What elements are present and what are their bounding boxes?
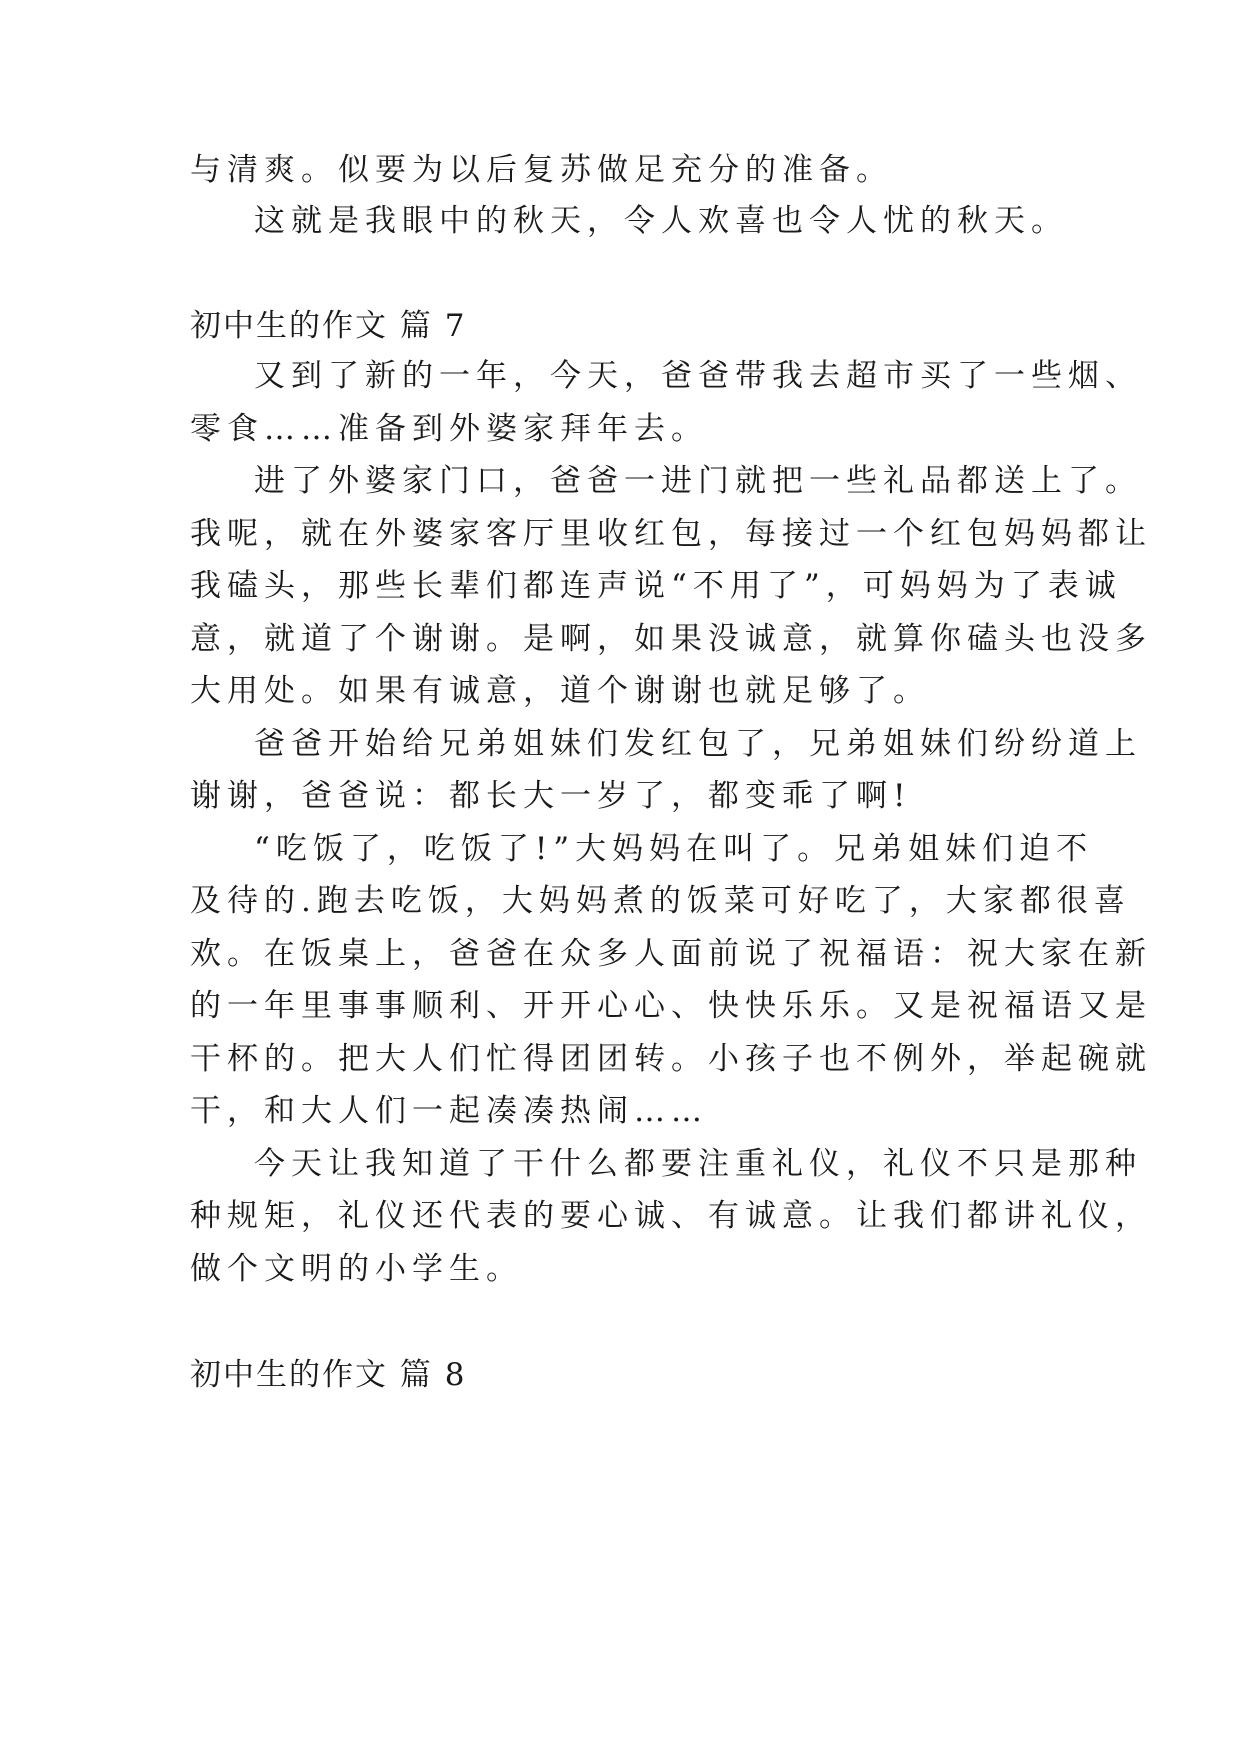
paragraph-line: 我呢，就在外婆家客厅里收红包，每接过一个红包妈妈都让	[190, 516, 1152, 552]
paragraph-line: 我磕头，那些长辈们都连声说“不用了”，可妈妈为了表诚	[190, 568, 1122, 604]
paragraph-line: 的一年里事事顺利、开开心心、快快乐乐。又是祝福语又是	[190, 988, 1152, 1024]
paragraph-line: “吃饭了，吃饭了!”大妈妈在叫了。兄弟姐妹们迫不	[254, 831, 1094, 867]
paragraph-line: 大用处。如果有诚意，道个谢谢也就足够了。	[190, 673, 930, 709]
paragraph-line: 与清爽。似要为以后复苏做足充分的准备。	[190, 152, 893, 188]
section-heading: 初中生的作文 篇 8	[190, 1357, 467, 1393]
paragraph-line: 谢谢，爸爸说：都长大一岁了，都变乖了啊!	[190, 778, 912, 814]
paragraph-line: 今天让我知道了干什么都要注重礼仪，礼仪不只是那种	[254, 1146, 1142, 1182]
paragraph-line: 干，和大人们一起凑凑热闹……	[190, 1093, 708, 1129]
paragraph-line: 进了外婆家门口，爸爸一进门就把一些礼品都送上了。	[254, 463, 1142, 499]
paragraph-line: 又到了新的一年，今天，爸爸带我去超市买了一些烟、	[254, 358, 1142, 394]
paragraph-line: 干杯的。把大人们忙得团团转。小孩子也不例外，举起碗就	[190, 1041, 1152, 1077]
paragraph-line: 爸爸开始给兄弟姐妹们发红包了，兄弟姐妹们纷纷道上	[254, 726, 1142, 762]
paragraph-line: 这就是我眼中的秋天，令人欢喜也令人忧的秋天。	[254, 203, 1068, 239]
paragraph-line: 零食……准备到外婆家拜年去。	[190, 411, 708, 447]
paragraph-line: 种规矩，礼仪还代表的要心诚、有诚意。让我们都讲礼仪，	[190, 1198, 1152, 1234]
section-heading: 初中生的作文 篇 7	[190, 308, 467, 344]
paragraph-line: 欢。在饭桌上，爸爸在众多人面前说了祝福语：祝大家在新	[190, 936, 1152, 972]
paragraph-line: 意，就道了个谢谢。是啊，如果没诚意，就算你磕头也没多	[190, 621, 1152, 657]
paragraph-line: 及待的.跑去吃饭，大妈妈煮的饭菜可好吃了，大家都很喜	[190, 883, 1131, 919]
paragraph-line: 做个文明的小学生。	[190, 1251, 523, 1287]
